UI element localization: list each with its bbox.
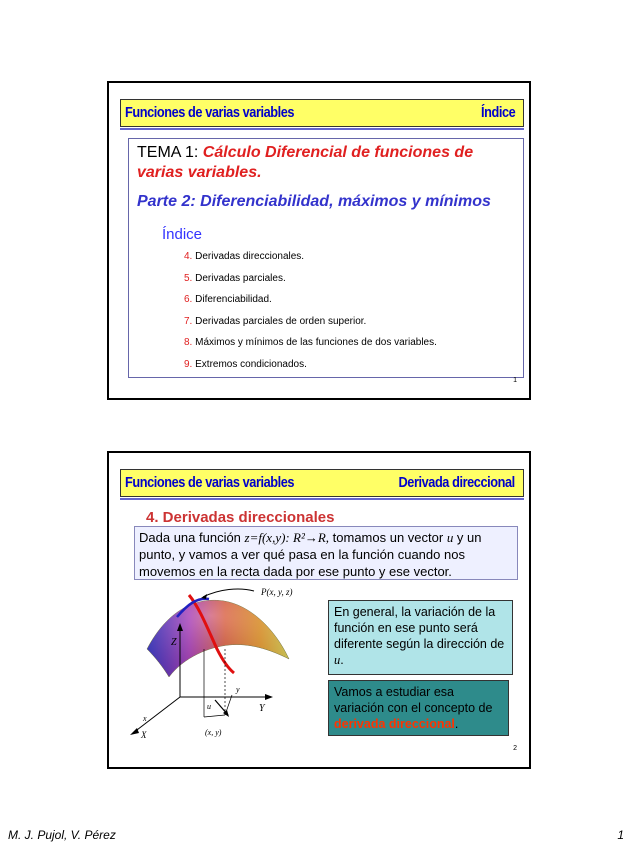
box-text: Vamos a estudiar esa variación con el concepto de — [334, 685, 493, 715]
header-divider — [120, 128, 524, 130]
list-item — [184, 273, 437, 295]
intro-text: y un punto, y vamos a ver qué pasa en la función cuando nos movemos en la recta dada por ese punto y ese vector. — [139, 530, 482, 579]
list-item — [184, 294, 437, 316]
y-small-label: y — [236, 685, 240, 694]
z-label: Z — [171, 637, 177, 648]
item-number: 7. — [184, 315, 193, 327]
box-text: En general, la variación de la función en ese punto será diferente según la dirección de — [334, 605, 505, 651]
u-label: u — [207, 702, 211, 711]
list-item — [184, 316, 437, 338]
vector-u: u — [334, 653, 341, 667]
index-list — [184, 251, 437, 380]
point-pointer — [203, 589, 254, 597]
list-item — [184, 337, 437, 359]
intro-text: tomamos un vector — [329, 530, 447, 545]
box-text: . — [340, 653, 344, 667]
list-item — [184, 251, 437, 273]
header-title: Funciones de varias variables — [125, 104, 295, 121]
tema-name: Cálculo Diferencial de funciones de varias variables. — [137, 144, 474, 181]
indice-heading: Índice — [162, 226, 203, 243]
header-section: Derivada direccional — [398, 474, 515, 491]
point-label: P(x, y, z) — [261, 587, 293, 597]
highlight-term: derivada direccional — [334, 717, 455, 731]
intro-box — [134, 526, 518, 580]
surface-graph — [129, 587, 329, 739]
intro-text: Dada una función — [139, 530, 245, 545]
item-text: Derivadas parciales. — [192, 272, 286, 284]
vector-u: u — [446, 530, 454, 545]
list-item — [184, 359, 437, 381]
item-text: Máximos y mínimos de las funciones de dos variables. — [192, 337, 437, 348]
slide-page-number: 2 — [513, 745, 517, 752]
item-number: 4. — [184, 251, 193, 262]
info-box-concept — [328, 680, 509, 736]
section-title: 4. Derivadas direccionales — [146, 509, 335, 526]
surface-shading — [147, 600, 289, 677]
tema-prefix: TEMA 1: — [137, 144, 203, 161]
x-axis — [133, 697, 180, 733]
y-axis-label: Y — [259, 703, 265, 714]
slide-1 — [107, 81, 531, 400]
item-text: Derivadas direccionales. — [192, 251, 305, 262]
footer-authors: M. J. Pujol, V. Pérez — [8, 828, 116, 842]
item-number: 6. — [184, 294, 193, 305]
item-number: 5. — [184, 272, 193, 284]
item-number: 8. — [184, 337, 193, 348]
x-axis-label: X — [141, 730, 147, 739]
x-small-label: x — [143, 714, 147, 723]
slide-2 — [107, 451, 531, 769]
slide-page-number: 1 — [513, 377, 517, 384]
item-text: Derivadas parciales de orden superior. — [192, 315, 367, 327]
function-formula: z=f(x,y): R²→R, — [244, 530, 330, 545]
tema-title — [137, 143, 517, 183]
projection-line — [204, 715, 225, 717]
item-text: Extremos condicionados. — [192, 358, 307, 370]
item-text: Diferenciabilidad. — [192, 294, 272, 305]
xy-label: (x, y) — [205, 728, 222, 737]
info-box-variation — [328, 600, 513, 675]
item-number: 9. — [184, 358, 193, 370]
slide-1-header — [120, 99, 524, 127]
header-title: Funciones de varias variables — [125, 474, 295, 491]
slide-2-header — [120, 469, 524, 497]
header-section: Índice — [480, 104, 515, 121]
parte-title: Parte 2: Diferenciabilidad, máximos y mínimos — [137, 193, 491, 210]
header-divider — [120, 498, 524, 500]
footer-page-number: 1 — [617, 828, 624, 842]
box-text: . — [454, 717, 459, 731]
